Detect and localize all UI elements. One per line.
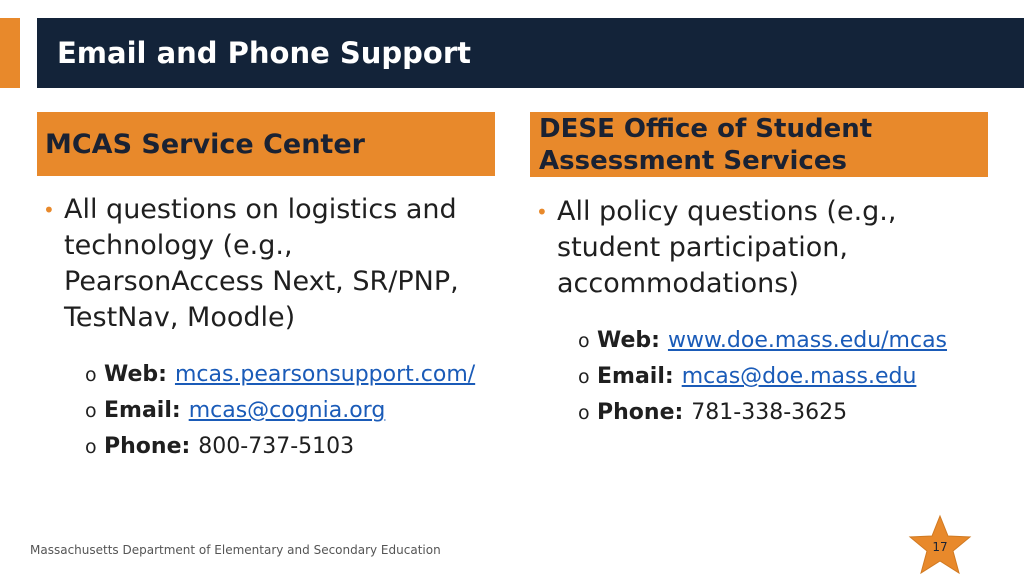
phone-number: 781-338-3625 bbox=[691, 400, 848, 425]
contact-phone bbox=[85, 429, 495, 465]
contact-label: Email: bbox=[597, 364, 674, 389]
sub-bullet-icon: o bbox=[85, 436, 97, 458]
sub-bullet-icon: o bbox=[578, 402, 590, 424]
sub-bullet-icon: o bbox=[85, 400, 97, 422]
bullet-dot-icon: • bbox=[43, 198, 55, 222]
phone-number: 800-737-5103 bbox=[198, 434, 355, 459]
web-link[interactable]: mcas.pearsonsupport.com/ bbox=[174, 362, 476, 387]
title-bar bbox=[37, 18, 1024, 88]
panel-heading-right bbox=[530, 112, 988, 177]
contact-label: Phone: bbox=[104, 434, 191, 459]
contact-label: Phone: bbox=[597, 400, 684, 425]
contact-web bbox=[85, 357, 495, 393]
contact-web bbox=[578, 323, 988, 359]
page-number: 17 bbox=[932, 540, 948, 554]
bullet-text: All policy questions (e.g., student participation, accommodations) bbox=[557, 196, 897, 299]
panel-heading-left bbox=[37, 112, 495, 176]
dese-assessment-panel bbox=[530, 112, 988, 431]
mcas-service-center-panel bbox=[37, 112, 495, 465]
contact-label: Web: bbox=[597, 328, 660, 353]
bullet-text: All questions on logistics and technology (e.g., PearsonAccess Next, SR/PNP, TestNav, Moodle) bbox=[64, 194, 459, 333]
contact-phone bbox=[578, 395, 988, 431]
bullet-dot-icon: • bbox=[536, 200, 548, 224]
email-link[interactable]: mcas@doe.mass.edu bbox=[681, 364, 917, 389]
footer-text: Massachusetts Department of Elementary and Secondary Education bbox=[30, 543, 441, 557]
bullet-item bbox=[530, 194, 988, 302]
contact-list-right bbox=[530, 323, 988, 431]
contact-label: Web: bbox=[104, 362, 167, 387]
sub-bullet-icon: o bbox=[85, 364, 97, 386]
contact-email bbox=[85, 393, 495, 429]
contact-list-left bbox=[37, 357, 495, 465]
panel-heading-text: MCAS Service Center bbox=[45, 128, 365, 160]
panel-heading-text: DESE Office of Student Assessment Services bbox=[539, 113, 873, 176]
slide-title: Email and Phone Support bbox=[57, 36, 472, 70]
sub-bullet-icon: o bbox=[578, 330, 590, 352]
contact-email bbox=[578, 359, 988, 395]
bullet-item bbox=[37, 192, 495, 336]
accent-bar bbox=[0, 18, 20, 88]
contact-label: Email: bbox=[104, 398, 181, 423]
email-link[interactable]: mcas@cognia.org bbox=[188, 398, 386, 423]
sub-bullet-icon: o bbox=[578, 366, 590, 388]
web-link[interactable]: www.doe.mass.edu/mcas bbox=[667, 328, 948, 353]
